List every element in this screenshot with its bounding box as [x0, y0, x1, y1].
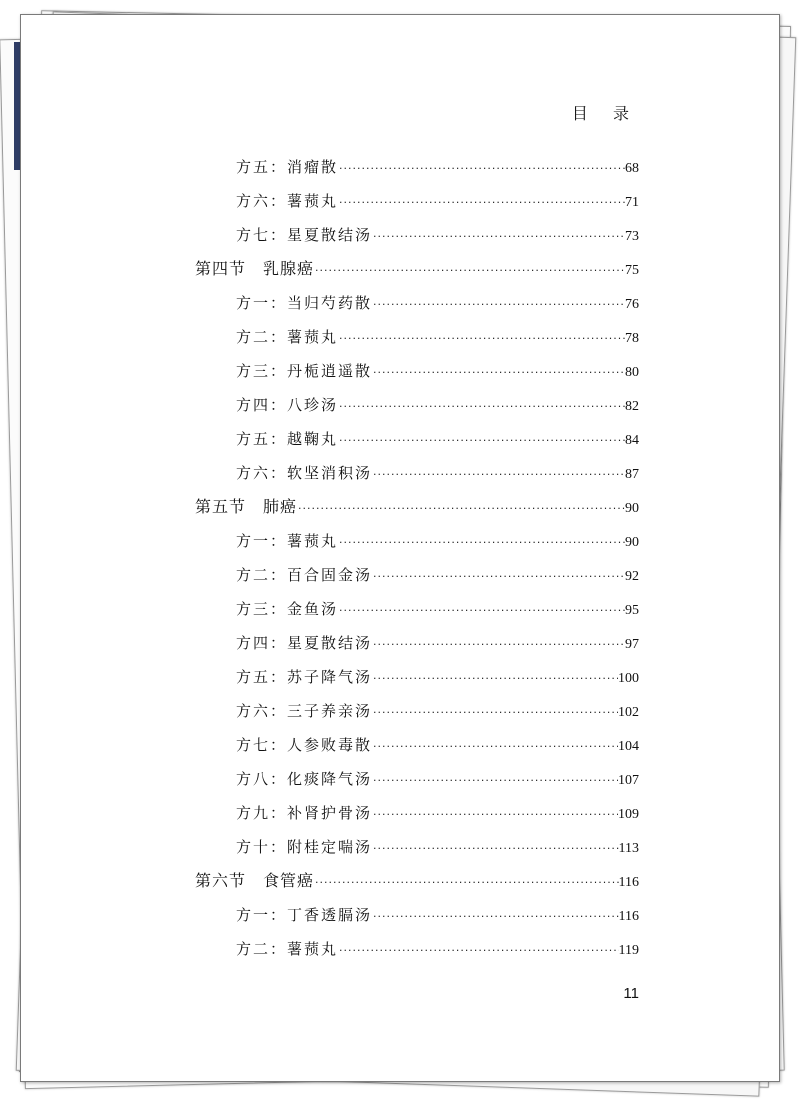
toc-section[interactable] [195, 869, 639, 893]
dot-leader [372, 667, 618, 691]
toc-entry-title: 方四：星夏散结汤 [236, 634, 373, 652]
toc-entry[interactable] [236, 801, 639, 825]
dot-leader [372, 633, 625, 657]
dot-leader [338, 531, 625, 555]
toc-entry-title: 方六：薯蓣丸 [236, 192, 339, 210]
dot-leader [338, 327, 625, 351]
toc-entry[interactable] [236, 359, 639, 383]
toc-entry-title: 方一：丁香透膈汤 [236, 906, 373, 924]
dot-leader [338, 395, 625, 419]
toc-entry-page: 84 [625, 433, 639, 448]
toc-entry-page: 78 [625, 331, 639, 346]
toc-entry[interactable] [236, 733, 639, 757]
toc-entry[interactable] [236, 223, 639, 247]
toc-entry-page: 113 [618, 841, 639, 856]
toc-entry-page: 71 [625, 195, 639, 210]
dot-leader [372, 803, 618, 827]
toc-entry[interactable] [236, 597, 639, 621]
toc-entry-title: 方一：薯蓣丸 [236, 532, 339, 550]
toc-section-page: 75 [625, 263, 639, 278]
toc-entry[interactable] [236, 631, 639, 655]
toc-entry-title: 方六：软坚消积汤 [236, 464, 373, 482]
dot-leader [338, 157, 625, 181]
toc-entry[interactable] [236, 393, 639, 417]
toc-entry-page: 100 [618, 671, 639, 686]
toc-entry[interactable] [236, 427, 639, 451]
toc-entry-title: 方九：补肾护骨汤 [236, 804, 373, 822]
toc-entry-page: 116 [618, 909, 639, 924]
toc-entry-page: 119 [618, 943, 639, 958]
toc-entry-page: 82 [625, 399, 639, 414]
toc-entry-page: 68 [625, 161, 639, 176]
dot-leader [372, 225, 625, 249]
toc-entry[interactable] [236, 767, 639, 791]
dot-leader [338, 429, 625, 453]
toc-entry-page: 73 [625, 229, 639, 244]
page-number: 11 [623, 985, 639, 1002]
toc-section[interactable] [195, 495, 639, 519]
dot-leader [372, 837, 619, 861]
toc-entry-title: 方八：化痰降气汤 [236, 770, 373, 788]
toc-entry-page: 76 [625, 297, 639, 312]
toc-entry-title: 方七：人参败毒散 [236, 736, 373, 754]
toc-entry-page: 80 [625, 365, 639, 380]
dot-leader [372, 293, 625, 317]
dot-leader [372, 701, 618, 725]
toc-entry-page: 97 [625, 637, 639, 652]
toc-entry-page: 87 [625, 467, 639, 482]
toc-entry-title: 方一：当归芍药散 [236, 294, 373, 312]
toc-entry-page: 90 [625, 535, 639, 550]
toc-entry-title: 方四：八珍汤 [236, 396, 339, 414]
toc-entry-page: 109 [618, 807, 639, 822]
toc-entry-title: 方五：苏子降气汤 [236, 668, 373, 686]
toc-entry[interactable] [236, 461, 639, 485]
running-header: 目 录 [571, 104, 639, 123]
toc-entry[interactable] [236, 903, 639, 927]
dot-leader [314, 871, 619, 895]
dot-leader [372, 905, 619, 929]
dot-leader [297, 497, 625, 521]
toc-entry[interactable] [236, 835, 639, 859]
toc-entry[interactable] [236, 699, 639, 723]
dot-leader [338, 191, 625, 215]
toc-section-title: 第四节 乳腺癌 [195, 259, 315, 278]
dot-leader [338, 599, 625, 623]
toc-entry-title: 方二：百合固金汤 [236, 566, 373, 584]
dot-leader [372, 735, 618, 759]
toc-entry-page: 92 [625, 569, 639, 584]
toc-entry[interactable] [236, 291, 639, 315]
toc-entry-title: 方二：薯蓣丸 [236, 940, 339, 958]
toc-section-page: 90 [625, 501, 639, 516]
dot-leader [338, 939, 619, 963]
toc-entry-page: 95 [625, 603, 639, 618]
dot-leader [372, 463, 625, 487]
toc-entry-title: 方五：越鞠丸 [236, 430, 339, 448]
toc-entry-page: 102 [618, 705, 639, 720]
dot-leader [372, 769, 618, 793]
toc-entry[interactable] [236, 189, 639, 213]
toc-entry-title: 方七：星夏散结汤 [236, 226, 373, 244]
dot-leader [372, 361, 625, 385]
toc-entry-title: 方六：三子养亲汤 [236, 702, 373, 720]
toc-entry[interactable] [236, 529, 639, 553]
toc-section-title: 第六节 食管癌 [195, 871, 315, 890]
toc-section-title: 第五节 肺癌 [195, 497, 298, 516]
toc-entry[interactable] [236, 155, 639, 179]
dot-leader [372, 565, 625, 589]
toc-entry[interactable] [236, 665, 639, 689]
toc-section[interactable] [195, 257, 639, 281]
toc-entry[interactable] [236, 325, 639, 349]
toc-entry-title: 方三：金鱼汤 [236, 600, 339, 618]
toc-section-page: 116 [618, 875, 639, 890]
toc-entry-title: 方十：附桂定喘汤 [236, 838, 373, 856]
dot-leader [314, 259, 625, 283]
table-of-contents [21, 15, 779, 1081]
toc-entry-page: 104 [618, 739, 639, 754]
toc-entry[interactable] [236, 563, 639, 587]
toc-entry-page: 107 [618, 773, 639, 788]
toc-entry[interactable] [236, 937, 639, 961]
toc-entry-title: 方三：丹栀逍遥散 [236, 362, 373, 380]
toc-page [20, 14, 780, 1082]
toc-entry-title: 方五：消瘤散 [236, 158, 339, 176]
toc-entry-title: 方二：薯蓣丸 [236, 328, 339, 346]
